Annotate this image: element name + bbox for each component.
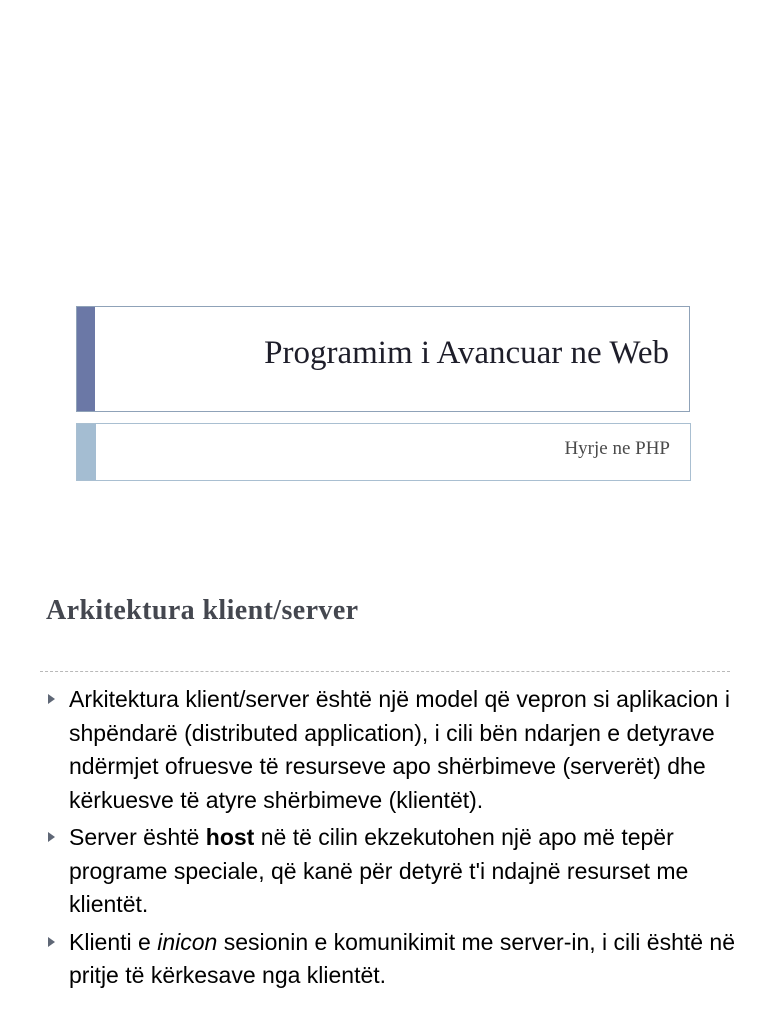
bullet-list — [46, 683, 736, 997]
title-accent-bar — [77, 307, 95, 411]
subtitle-accent-bar — [77, 424, 96, 480]
slide-title: Programim i Avancuar ne Web — [264, 335, 669, 371]
title-box — [76, 306, 690, 412]
bullet-text: Arkitektura klient/server është një model që vepron si aplikacion i shpëndarë (distributed application), i cili bën ndarjen e detyrave ndërmjet ofruesve të resurseve apo shërbimeve (serverët) dhe kërkuesve të atyre shërbimeve (klientët). — [69, 686, 730, 813]
bullet-item — [46, 821, 736, 922]
subtitle-box — [76, 423, 691, 481]
bold-term: host — [205, 824, 255, 850]
bullet-arrow-icon — [48, 832, 55, 842]
bullet-text: Server është host në të cilin ekzekutohen një apo më tepër programe speciale, që kanë për detyrë t'i ndajnë resurset me klientët. — [69, 824, 689, 917]
italic-term: inicon — [157, 928, 218, 955]
slide-subtitle: Hyrje ne PHP — [564, 438, 670, 459]
heading-divider — [40, 671, 730, 672]
bullet-item — [46, 683, 736, 817]
bullet-arrow-icon — [48, 694, 55, 704]
bullet-text: Klienti e inicon sesionin e komunikimit me server-in, i cili është në pritje të kërkesave nga klientët. — [69, 928, 736, 988]
slide-heading: Arkitektura klient/server — [46, 595, 359, 626]
bullet-arrow-icon — [48, 937, 55, 947]
bullet-item — [46, 926, 736, 993]
content-slide — [0, 545, 768, 1024]
